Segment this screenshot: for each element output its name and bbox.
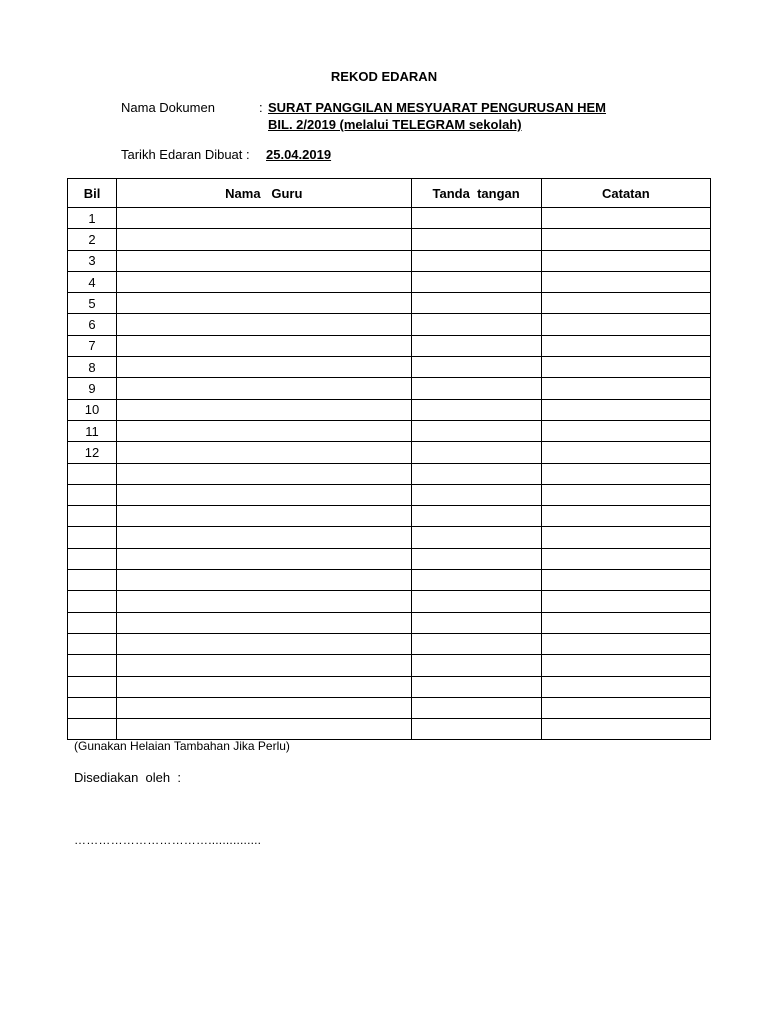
cell-tanda-tangan[interactable] <box>411 399 541 420</box>
cell-tanda-tangan[interactable] <box>411 612 541 633</box>
table-row <box>68 229 711 250</box>
cell-bil <box>68 527 117 548</box>
cell-tanda-tangan[interactable] <box>411 420 541 441</box>
cell-catatan[interactable] <box>541 420 710 441</box>
cell-tanda-tangan[interactable] <box>411 655 541 676</box>
cell-nama-guru[interactable] <box>117 250 411 271</box>
cell-bil: 7 <box>68 335 117 356</box>
document-title: REKOD EDARAN <box>330 69 438 84</box>
prepared-by-label: Disediakan oleh : <box>74 770 181 785</box>
cell-bil: 3 <box>68 250 117 271</box>
cell-tanda-tangan[interactable] <box>411 697 541 718</box>
cell-catatan[interactable] <box>541 527 710 548</box>
table-row <box>68 420 711 441</box>
header-bil: Bil <box>68 179 117 208</box>
document-name-colon: : <box>259 100 263 115</box>
cell-nama-guru[interactable] <box>117 378 411 399</box>
cell-nama-guru[interactable] <box>117 484 411 505</box>
table-row <box>68 633 711 654</box>
cell-bil <box>68 697 117 718</box>
circulation-date-value: 25.04.2019 <box>266 147 332 162</box>
signature-line: ……………………………............... <box>74 833 262 847</box>
table-row <box>68 314 711 335</box>
cell-nama-guru[interactable] <box>117 208 411 229</box>
cell-catatan[interactable] <box>541 271 710 292</box>
cell-nama-guru[interactable] <box>117 655 411 676</box>
cell-nama-guru[interactable] <box>117 612 411 633</box>
table-row <box>68 591 711 612</box>
cell-tanda-tangan[interactable] <box>411 293 541 314</box>
cell-catatan[interactable] <box>541 229 710 250</box>
cell-nama-guru[interactable] <box>117 420 411 441</box>
cell-tanda-tangan[interactable] <box>411 208 541 229</box>
cell-tanda-tangan[interactable] <box>411 442 541 463</box>
cell-bil <box>68 506 117 527</box>
header-catatan: Catatan <box>541 179 710 208</box>
cell-catatan[interactable] <box>541 591 710 612</box>
header-tanda-tangan: Tanda tangan <box>411 179 541 208</box>
table-row <box>68 399 711 420</box>
cell-bil: 10 <box>68 399 117 420</box>
table-row <box>68 484 711 505</box>
document-name-line2: BIL. 2/2019 (melalui TELEGRAM sekolah) <box>268 117 522 132</box>
cell-bil <box>68 570 117 591</box>
cell-catatan[interactable] <box>541 378 710 399</box>
cell-tanda-tangan[interactable] <box>411 229 541 250</box>
cell-tanda-tangan[interactable] <box>411 591 541 612</box>
cell-nama-guru[interactable] <box>117 548 411 569</box>
cell-nama-guru[interactable] <box>117 442 411 463</box>
table-row <box>68 612 711 633</box>
table-row <box>68 378 711 399</box>
cell-tanda-tangan[interactable] <box>411 250 541 271</box>
cell-catatan[interactable] <box>541 399 710 420</box>
table-row <box>68 463 711 484</box>
cell-bil <box>68 655 117 676</box>
cell-catatan[interactable] <box>541 293 710 314</box>
cell-bil <box>68 676 117 697</box>
cell-tanda-tangan[interactable] <box>411 527 541 548</box>
cell-tanda-tangan[interactable] <box>411 378 541 399</box>
cell-catatan[interactable] <box>541 655 710 676</box>
cell-nama-guru[interactable] <box>117 399 411 420</box>
cell-nama-guru[interactable] <box>117 229 411 250</box>
table-body <box>68 208 711 740</box>
table-row <box>68 208 711 229</box>
document-name-line1: SURAT PANGGILAN MESYUARAT PENGURUSAN HEM <box>268 100 607 115</box>
cell-nama-guru[interactable] <box>117 357 411 378</box>
cell-tanda-tangan[interactable] <box>411 314 541 335</box>
table-header-row <box>68 179 711 208</box>
cell-catatan[interactable] <box>541 633 710 654</box>
cell-bil: 12 <box>68 442 117 463</box>
cell-tanda-tangan[interactable] <box>411 676 541 697</box>
table-row <box>68 271 711 292</box>
cell-nama-guru[interactable] <box>117 463 411 484</box>
circulation-record-table <box>67 178 711 740</box>
cell-nama-guru[interactable] <box>117 506 411 527</box>
cell-bil: 2 <box>68 229 117 250</box>
cell-nama-guru[interactable] <box>117 570 411 591</box>
cell-bil: 9 <box>68 378 117 399</box>
cell-nama-guru[interactable] <box>117 527 411 548</box>
cell-catatan[interactable] <box>541 676 710 697</box>
cell-bil: 8 <box>68 357 117 378</box>
table-row <box>68 335 711 356</box>
cell-bil <box>68 463 117 484</box>
cell-bil <box>68 633 117 654</box>
table-row <box>68 570 711 591</box>
table-row <box>68 442 711 463</box>
cell-catatan[interactable] <box>541 506 710 527</box>
cell-catatan[interactable] <box>541 570 710 591</box>
table-row <box>68 293 711 314</box>
cell-tanda-tangan[interactable] <box>411 548 541 569</box>
cell-tanda-tangan[interactable] <box>411 484 541 505</box>
cell-bil <box>68 548 117 569</box>
table-row <box>68 719 711 740</box>
header-nama-guru: Nama Guru <box>117 179 411 208</box>
cell-catatan[interactable] <box>541 612 710 633</box>
cell-bil <box>68 719 117 740</box>
cell-nama-guru[interactable] <box>117 633 411 654</box>
cell-bil: 5 <box>68 293 117 314</box>
cell-catatan[interactable] <box>541 463 710 484</box>
cell-nama-guru[interactable] <box>117 676 411 697</box>
cell-bil <box>68 591 117 612</box>
cell-tanda-tangan[interactable] <box>411 357 541 378</box>
cell-tanda-tangan[interactable] <box>411 570 541 591</box>
cell-catatan[interactable] <box>541 442 710 463</box>
cell-bil <box>68 612 117 633</box>
table-row <box>68 676 711 697</box>
cell-catatan[interactable] <box>541 250 710 271</box>
circulation-date-label: Tarikh Edaran Dibuat : <box>121 147 250 162</box>
cell-catatan[interactable] <box>541 314 710 335</box>
cell-bil: 6 <box>68 314 117 335</box>
cell-nama-guru[interactable] <box>117 314 411 335</box>
document-name-label: Nama Dokumen <box>121 100 215 115</box>
cell-bil: 4 <box>68 271 117 292</box>
cell-tanda-tangan[interactable] <box>411 463 541 484</box>
cell-tanda-tangan[interactable] <box>411 335 541 356</box>
cell-catatan[interactable] <box>541 548 710 569</box>
table-row <box>68 250 711 271</box>
cell-bil: 1 <box>68 208 117 229</box>
cell-catatan[interactable] <box>541 697 710 718</box>
table-row <box>68 548 711 569</box>
cell-catatan[interactable] <box>541 208 710 229</box>
cell-nama-guru[interactable] <box>117 697 411 718</box>
cell-tanda-tangan[interactable] <box>411 719 541 740</box>
table-row <box>68 655 711 676</box>
cell-tanda-tangan[interactable] <box>411 271 541 292</box>
extra-sheet-note: (Gunakan Helaian Tambahan Jika Perlu) <box>74 739 290 753</box>
cell-nama-guru[interactable] <box>117 591 411 612</box>
cell-bil <box>68 484 117 505</box>
cell-catatan[interactable] <box>541 357 710 378</box>
table-row <box>68 697 711 718</box>
cell-nama-guru[interactable] <box>117 271 411 292</box>
table-row <box>68 357 711 378</box>
cell-nama-guru[interactable] <box>117 293 411 314</box>
cell-nama-guru[interactable] <box>117 335 411 356</box>
cell-tanda-tangan[interactable] <box>411 633 541 654</box>
cell-nama-guru[interactable] <box>117 719 411 740</box>
cell-catatan[interactable] <box>541 335 710 356</box>
cell-catatan[interactable] <box>541 484 710 505</box>
table-row <box>68 506 711 527</box>
table-row <box>68 527 711 548</box>
cell-catatan[interactable] <box>541 719 710 740</box>
cell-bil: 11 <box>68 420 117 441</box>
cell-tanda-tangan[interactable] <box>411 506 541 527</box>
